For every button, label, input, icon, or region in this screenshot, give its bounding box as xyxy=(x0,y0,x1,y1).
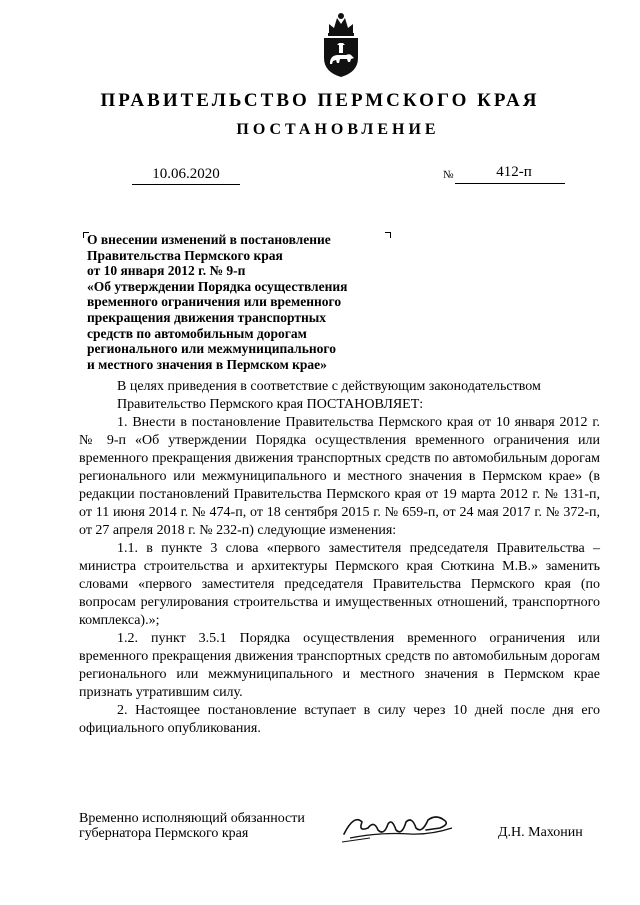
heading-line: от 10 января 2012 г. № 9-п xyxy=(87,263,246,279)
signatory-position-line2: губернатора Пермского края xyxy=(79,826,249,841)
heading-line: «Об утверждении Порядка осуществления xyxy=(87,278,348,294)
heading-line: прекращения движения транспортных xyxy=(87,309,327,325)
document-type: ПОСТАНОВЛЕНИЕ xyxy=(236,121,440,138)
heading-line: Правительства Пермского края xyxy=(87,247,283,263)
document-date: 10.06.2020 xyxy=(132,166,240,185)
coat-of-arms-icon xyxy=(319,12,363,78)
clause-1-2: 1.2. пункт 3.5.1 Порядка осуществления временного ограничения или временного прекращения движения транспортных средств по автомобильным дорогам регионального или межмуниципального и местного значения в Пермском крае признать утратившим силу. xyxy=(79,631,600,700)
document-number-value: 412-п xyxy=(496,164,532,180)
heading-line: и местного значения в Пермском крае» xyxy=(87,356,327,372)
document-heading xyxy=(87,232,387,372)
clause-1: 1. Внести в постановление Правительства Пермского края от 10 января 2012 г. № 9-п «Об утверждении Порядка осуществления временного ограничения или временного прекращения движения транспортных средств по автомобильным дорогам регионального или межмуниципального и местного значения в Пермском крае» (в редакции постановлений Правительства Пермского края от 19 марта 2012 г. № 131-п, от 11 июня 2014 г. № 474-п, от 18 сентября 2015 г. № 659-п, от 24 мая 2017 г. № 372-п, от 27 апреля 2018 г. № 232-п) следующие изменения: xyxy=(79,415,600,538)
intro-paragraph-line2: Правительство Пермского края ПОСТАНОВЛЯЕТ: xyxy=(117,397,424,412)
heading-line: регионального или межмуниципального xyxy=(87,341,336,357)
signatory-position xyxy=(79,811,305,841)
heading-line: временного ограничения или временного xyxy=(87,294,342,310)
document-number xyxy=(455,164,565,184)
heading-line: О внесении изменений в постановление xyxy=(87,232,331,247)
number-label: № xyxy=(443,169,454,181)
signatory-position-line1: Временно исполняющий обязанности xyxy=(79,811,305,826)
clause-1-1: 1.1. в пункте 3 слова «первого заместителя председателя Правительства – министра строительства и архитектуры Пермского края Сюткина М.В.» заменить словами «первого заместителя председателя Правительства Пермского края (по вопросам регулирования строительства и имущественных отношений, транспортного комплекса).»; xyxy=(79,541,600,628)
intro-paragraph-line1: В целях приведения в соответствие с действующим законодательством xyxy=(117,379,541,394)
government-title: ПРАВИТЕЛЬСТВО ПЕРМСКОГО КРАЯ xyxy=(100,90,540,111)
signatory-name: Д.Н. Махонин xyxy=(498,825,583,840)
handwritten-signature xyxy=(340,808,460,846)
heading-line: средств по автомобильным дорогам xyxy=(87,325,307,341)
document-body xyxy=(79,378,600,738)
clause-2: 2. Настоящее постановление вступает в силу через 10 дней после дня его официального опубликования. xyxy=(79,703,600,736)
